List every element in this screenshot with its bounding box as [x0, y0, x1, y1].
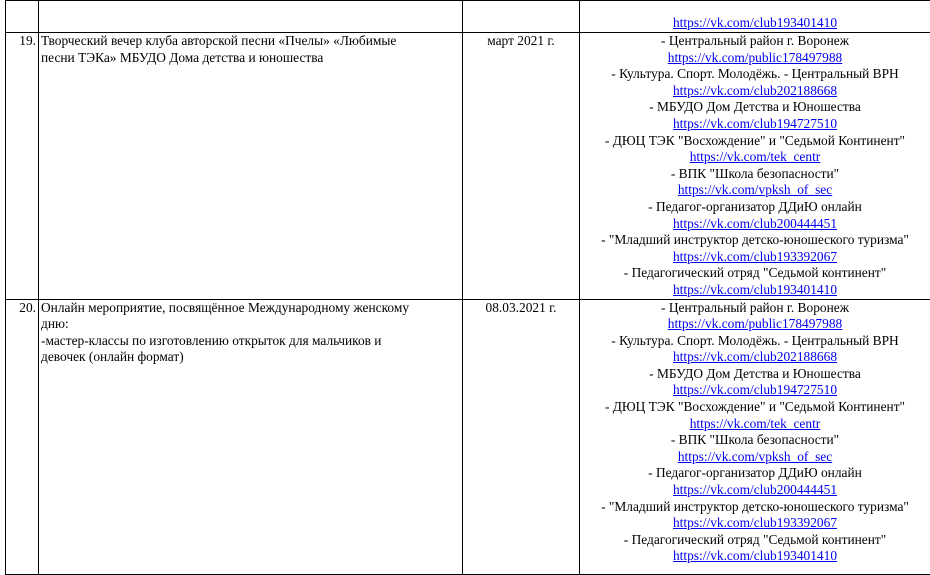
resource-link[interactable]: https://vk.com/tek_centr [689, 415, 821, 431]
table-row-19 [6, 33, 930, 300]
resource-link[interactable]: https://vk.com/club193392067 [672, 515, 838, 531]
resource-link[interactable]: https://vk.com/club193392067 [672, 248, 838, 264]
resource-link[interactable]: https://vk.com/club202188668 [672, 82, 838, 98]
cell-description [39, 1, 463, 33]
resource-link[interactable]: https://vk.com/club193401410 [672, 15, 838, 31]
resource-label: - МБУДО Дом Детства и Юношества [649, 365, 861, 381]
event-resources [580, 299, 930, 574]
resource-link[interactable]: https://vk.com/public178497988 [667, 316, 843, 332]
description-line: девочек (онлайн формат) [41, 349, 184, 365]
event-resources [580, 33, 930, 300]
row-number: 19. [6, 33, 39, 300]
resource-link[interactable]: https://vk.com/vpksh_of_sec [677, 182, 833, 198]
event-description [39, 33, 463, 300]
resource-link[interactable]: https://vk.com/club193401410 [672, 281, 838, 297]
resource-label: - Центральный район г. Воронеж [661, 33, 849, 48]
resource-link[interactable]: https://vk.com/club202188668 [672, 349, 838, 365]
resource-label: - ДЮЦ ТЭК "Восхождение" и "Седьмой Континент" [604, 399, 906, 415]
resource-label: - Центральный район г. Воронеж [661, 299, 849, 315]
resource-link[interactable]: https://vk.com/vpksh_of_sec [677, 448, 833, 464]
description-line: Творческий вечер клуба авторской песни «Пчелы» «Любимые [41, 33, 397, 48]
resource-label: - "Младший инструктор детско-юношеского туризма" [601, 498, 909, 514]
resource-label: - Педагог-организатор ДДиЮ онлайн [648, 465, 862, 481]
table-row-previous [6, 1, 930, 33]
resource-label: - ДЮЦ ТЭК "Восхождение" и "Седьмой Континент" [604, 132, 906, 148]
resource-label: - "Младший инструктор детско-юношеского туризма" [601, 232, 909, 248]
resource-label: - Педагог-организатор ДДиЮ онлайн [648, 198, 862, 214]
event-date: март 2021 г. [463, 33, 580, 300]
resource-link[interactable]: https://vk.com/public178497988 [667, 49, 843, 65]
resource-label: - ВПК "Школа безопасности" [670, 165, 840, 181]
cell-date [463, 1, 580, 33]
resource-label: - Педагогический отряд "Седьмой континент" [623, 265, 887, 281]
cell-num [6, 1, 39, 33]
resource-label: - ВПК "Школа безопасности" [670, 432, 840, 448]
description-line: дню: [41, 316, 69, 332]
resource-label: - Культура. Спорт. Молодёжь. - Центральный ВРН [611, 66, 899, 82]
description-line: песни ТЭКа» МБУДО Дома детства и юношества [41, 49, 324, 65]
resource-link[interactable]: https://vk.com/club193401410 [672, 548, 838, 564]
event-date: 08.03.2021 г. [463, 299, 580, 574]
description-line: -мастер-классы по изготовлению открыток для мальчиков и [41, 332, 382, 348]
resource-link[interactable]: https://vk.com/club194727510 [672, 115, 838, 131]
resource-link[interactable]: https://vk.com/club194727510 [672, 382, 838, 398]
resource-link[interactable]: https://vk.com/tek_centr [689, 149, 821, 165]
resource-label: - МБУДО Дом Детства и Юношества [649, 99, 861, 115]
event-description [39, 299, 463, 574]
row-number: 20. [6, 299, 39, 574]
resource-link[interactable]: https://vk.com/club200444451 [672, 482, 838, 498]
resource-link[interactable]: https://vk.com/club200444451 [672, 215, 838, 231]
resource-label: - Педагогический отряд "Седьмой континент" [623, 531, 887, 547]
table-row-20 [6, 299, 930, 574]
resource-label: - Культура. Спорт. Молодёжь. - Центральный ВРН [611, 332, 899, 348]
events-table [5, 0, 930, 575]
description-line: Онлайн мероприятие, посвящённое Международному женскому [41, 299, 410, 315]
cell-resources [580, 1, 930, 33]
